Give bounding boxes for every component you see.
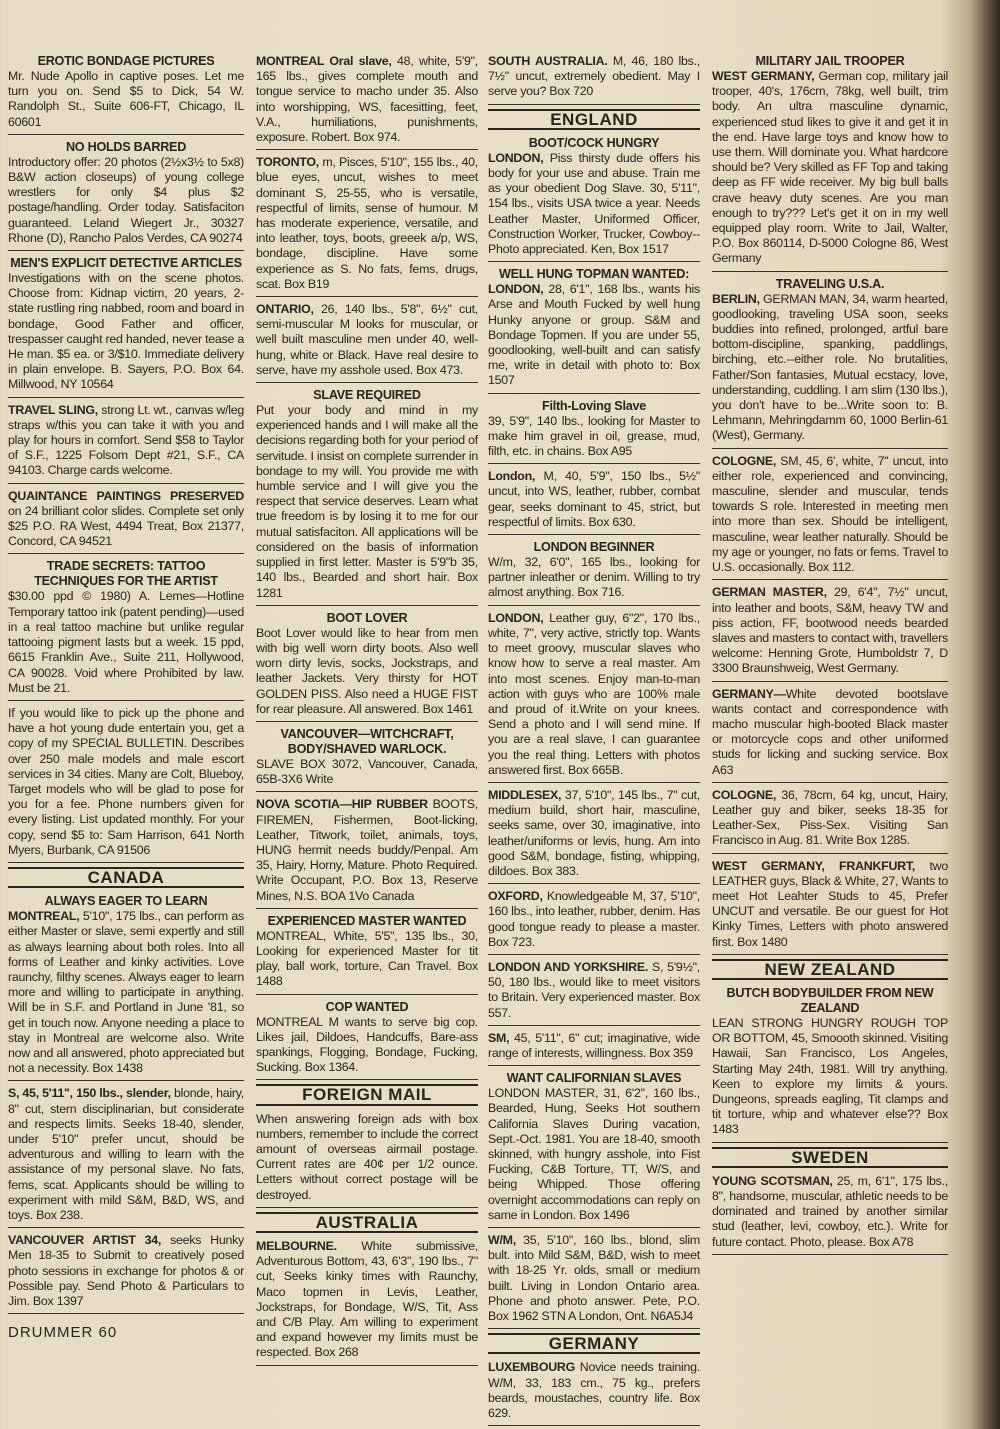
page-footer: DRUMMER 60 [8,1324,118,1342]
ad-body: 36, 78cm, 64 kg, uncut, Hairy, Leather guy and biker, seeks 18-35 for Leather-Sex, Piss-Sex. Visiting San Francisco in Aug. 81. Write Box 1285. [712,787,948,848]
classified-ad [256,912,478,995]
ad-body: 48, white, 5'9", 165 lbs., gives complete mouth and tongue service to macho under 35. Also into worshipping, WS, facesitting, feet, V.A., humiliations, punishments, exposure. Robert. Box 974. [256,54,478,145]
classified-ad [488,538,700,606]
classified-ad [8,52,244,135]
classified-ad [8,401,244,484]
ad-lead: SOUTH AUSTRALIA. [488,54,608,68]
ad-body: on 24 brilliant color slides. Complete set only $25 P.O. RA West, 4494 Treat, Box 21377, Concord, CA 94521 [8,503,244,549]
classified-ad [256,1110,478,1208]
ad-body: Boot Lover would like to hear from men with big well worn dirty boots. Also well worn dirty levis, socks, Jockstraps, and leather Jackets. Very thirsty for HOT GOLDEN PISS. Also need a HUGE FIST for rear pleasure. All answered. Box 1461 [256,625,478,716]
ad-title: LONDON BEGINNER [533,540,655,555]
ad-lead: London, [488,469,536,484]
classified-ad [488,887,700,955]
ad-lead: MELBOURNE. [256,1239,337,1253]
classified-ad [8,704,244,863]
classified-ad [8,487,244,555]
ad-title: BUTCH BODYBUILDER FROM NEW ZEALAND [726,985,934,1015]
ad-body: MONTREAL M wants to serve big cop. Likes jail, Dildoes, Handcuffs, Bare-ass spankings, Flogging, Bondage, Fucking, Sucking. Box 1364. [256,1014,478,1075]
ad-lead: TRAVEL SLING, [8,402,98,417]
ad-title: Filth-Loving Slave [542,398,646,413]
section-heading: CANADA [8,867,244,888]
classified-ad [712,52,948,272]
ad-title: COP WANTED [325,999,409,1014]
ad-lead: MIDDLESEX, [488,787,562,802]
ad-title: WANT CALIFORNIAN SLAVES [506,1071,682,1086]
classified-ad [8,557,244,700]
ad-body: m, Pisces, 5'10", 155 lbs., 40, blue eyes, uncut, wishes to meet dominant S, 25-55, who is versatile, respectful of limits, sense of humour. M has moderate experience, versatile, and into leather, toys, boots, greeek a/p, WS, bondage, discipline. Have some experience as S. No fats, fems, drugs, scat. Box B19 [256,155,478,291]
ad-body: White devoted bootslave wants contact and correspondence with macho muscular high-booted Black master or motorcycle cops and other uniformed studs for licking and sucking service. Box A63 [712,686,948,777]
ad-body: German cop, military jail trooper, 40's, 176cm, 78kg, well built, trim body. An ultra masculine dynamic, experienced stud likes to give it and get it in the end. Have large toys and know how to use them. Will dominate you. What hardcore should be? Very skilled as FF Top and taking deep as FF wide receiver. My big bull balls crave heavy duty scenes. Are you man enough to try??? Let's get it on in my well equipped play room. Write to Jail, Walter, P.O. Box 860114, D-5000 Cologne 86, West Germany [712,69,948,266]
ad-lead: NOVA SCOTIA—HIP RUBBER [256,797,428,812]
ad-body: Put your body and mind in my experienced hands and I will make all the decisions regarding both for your period of servitude. I insist on complete surrender in bondage to my will. You provide me with humble service and I will give you the respect that service deserves. Learn what true freedom is by losing it to me for our mutual satisfaciton. All applications will be considered on the basis of information supplied in first letter. Master is 5'9"b 35, 140 lbs., Bearded and short hair. Box 1281 [256,403,478,600]
classified-ad [488,786,700,884]
ad-body: If you would like to pick up the phone and have a hot young dude entertain you, get a copy of my SPECIAL BULLETIN. Describes over 250 male models and male escort services in 34 cities. Many are Colt, Blueboy, Target models who will be glad to pose for you for a fee. Phone numbers given for every listing. List updated monthly. For your copy, send $5 to: Sam Harrison, 641 North Myers, Burbank, CA 91506 [8,705,244,857]
ad-title: ALWAYS EAGER TO LEARN [44,894,208,909]
ad-body: BOOTS, FIREMEN, Fishermen, Boot-licking, Leather, Titwork, toilet, animals, toys, HUNG hermit needs buddy/Penpal. Am 35, Hairy, Horny, Mature. Photo Required. Write Occupant, P.O. Box 13, Reserve Mines, N.S. BOA 1Vo Canada [256,797,478,903]
ad-body: two LEATHER guys, Black & White, 27, Wants to meet Hot Leahter Studs to 45, Prefer UNCUT and versatile. Be our guest for Hot Kinky Times, Letters with photo answered first. Box 1480 [712,858,948,949]
column-1 [8,52,244,1342]
ad-lead: OXFORD, [488,889,543,904]
ad-title: SLAVE REQUIRED [313,388,421,403]
classified-ad [712,857,948,955]
ad-title: BOOT/COCK HUNGRY [528,135,660,150]
ad-body: Piss thirsty dude offers his body for your use and abuse. Train me as your obedient Dog Slave. 30, 5'11", 154 lbs., visits USA twice a year. Needs Leather Master, Uniformed Officer, Construction Worker, Trucker, Cowboy--Photo appreciated. Ken, Box 1517 [488,150,700,257]
ad-body: Leather guy, 6"2", 170 lbs., white, 7", very active, strictly top. Wants to meet groovy, muscular slaves who know how to serve a real master. Am into most scenes. Enjoy man-to-man action with guys who are 100% male and proud of it.Write on your knees. Send a photo and I will send mine. If you are a real slave, I can guarantee you the real thing. Letters with photos answered first. Box 665B. [488,610,700,777]
classified-ad [488,397,700,465]
ad-lead: MONTREAL, [8,909,80,924]
ad-lead: COLOGNE, [712,787,777,802]
classified-ad [256,153,478,297]
classified-ad [8,892,244,1081]
ad-lead: LONDON, [488,282,544,297]
classified-ad [712,1172,948,1255]
ad-lead: YOUNG SCOTSMAN, [712,1173,833,1188]
ad-body: When answering foreign ads with box numbers, remember to include the correct amount of overseas airmail postage. Current rates are 40¢ per 1/2 ounce. Letters without correct postage will be destroyed. [256,1111,478,1202]
ad-lead: LUXEMBOURG [488,1360,575,1375]
classified-ad [256,998,478,1081]
classified-ad [256,386,478,606]
ad-title: EROTIC BONDAGE PICTURES [37,54,215,68]
classified-ad [256,609,478,722]
ad-body: 5'10", 175 lbs., can perform as either Master or slave, semi expertly and still as always learning about both roles. Into all forms of Leather and kinky activities. Love raunchy, filthy scenes. Always eager to learn more and willing to participate in anything. Will be in S.F. and Portland in June '81, so get in touch now. Anyone needing a place to stay in Montreal are welcome also. Write now and all answered, photo appreciated but not a necessity. Box 1438 [8,909,244,1076]
ad-lead: SM, [488,1030,510,1045]
ad-body: strong Lt. wt., canvas w/leg straps w/this you can take it with you and play for hours in comfort. Send $58 to Taylor of S.F., 1225 Folsom Dept #21, S.F., CA 94103. Charge cards welcome. [8,402,245,478]
ad-body: Knowledgeable M, 37, 5'10", 160 lbs., into leather, rubber, denim. Has good tongue ready to please a master. Box 723. [488,889,700,949]
classified-ad [8,1231,244,1314]
ad-body: 35, 5'10", 160 lbs., blond, slim bult. into Mild S&M, B&D, wish to meet with 18-25 Yr. olds, small or medium built. Living in London Ontario area. Phone and photo answer. Pete, P.O. Box 1962 STN A London, Ont. N6A5J4 [488,1233,700,1324]
ad-body: 29, 6'4", 7½" uncut, into leather and boots, S&M, heavy TW and piss action, FF, bootwood needs bearded slaves and masters to contact with, travellers welcome: Henning Grote, Humboldstr 7, D 3300 Braunshweig, West Germany. [712,585,948,676]
ad-lead: S, 45, 5'11", 150 lbs., slender, [8,1086,171,1101]
ad-title: MEN'S EXPLICIT DETECTIVE ARTICLES [10,256,242,271]
ad-body: Introductory offer: 20 photos (2½x3½ to 5x8) B&W action closeups) of young college wrestlers for only $4 plus $2 postage/handling. Order today. Satisfaciton guaranteed. Leland Wiegert Jr., 30327 Rhone (D), Rancho Palos Verdes, CA 90274 [8,154,244,245]
section-heading: SWEDEN [712,1147,948,1168]
ad-body: blonde, hairy, 8" cut, stern disciplinarian, but considerate and respects limits. Seeks 18-40, slender, under 5'10" prefer uncut, should be adventurous and willing to learn with the assistance of my personal slave. No fats, fems, scat. Applicants should be willing to experiment with mild S&M, B&D, WS, and toys. Box 238. [8,1086,244,1222]
ad-lead: LONDON AND YORKSHIRE. [488,959,649,974]
section-heading: NEW ZEALAND [712,959,948,980]
classified-ad [488,609,700,783]
section-heading: GERMANY [488,1333,700,1354]
classified-ad [712,786,948,854]
classified-ad [712,452,948,581]
ad-title: BOOT LOVER [326,610,408,625]
classified-ad [8,254,244,398]
ad-body: LEAN STRONG HUNGRY ROUGH TOP OR BOTTOM, 45, Smoooth skinned. Visiting Hawaii, San Francisco, Los Angeles, Starting May 24th, 1981. Will try anything. Keen to explore my limits & yours. Dungeons, spreads eagling, Tit clamps and tit torture, whip and whatever else?? Box 1483 [712,1015,948,1137]
ad-body: 26, 140 lbs., 5'8", 6½" cut, semi-muscular M looks for muscular, or well built masculine men under 40, well-hung, white or Black. Have real desire to serve, have my asshole used. Box 473. [256,302,478,377]
classified-ad [8,138,244,251]
classified-ad [488,1231,700,1329]
ad-title: TRAVELING U.S.A. [775,276,885,291]
ad-lead: BERLIN, [712,291,760,306]
ad-body: S, 5'9½", 50, 180 lbs., would like to meet visitors to Britain. Very experienced master. Box 557. [488,959,701,1020]
ad-title: NO HOLDS BARRED [65,139,187,154]
ad-lead: ONTARIO, [256,302,314,317]
ad-title: TRADE SECRETS: TATTOO TECHNIQUES FOR THE ARTIST [34,559,218,589]
classified-ad [256,52,478,150]
ad-body: 39, 5'9", 140 lbs., looking for Master to make him gravel in oil, grease, mud, filth, etc. in chains. Box A95 [488,413,700,459]
section-heading: FOREIGN MAIL [256,1084,478,1105]
ad-body: Mr. Nude Apollo in captive poses. Let me turn you on. Send $5 to Dick, 54 W. Randolph St., Suite 606-FT, Chicago, IL 60601 [8,69,244,129]
ad-body: SLAVE BOX 3072, Vancouver, Canada, 65B-3X6 Write [256,756,478,787]
ad-lead: GERMANY— [712,686,786,701]
ad-lead: COLOGNE, [712,453,777,468]
classified-ad [488,1069,700,1228]
classified-ad [488,467,700,535]
ad-body: Novice needs training. W/M, 33, 183 cm., 75 kg., prefers beards, moustaches, country life. Box 629. [488,1360,700,1421]
classified-ad [488,1029,700,1066]
ad-body: 37, 5'10", 145 lbs., 7" cut, medium build, short hair, masculine, seeks same, over 30, imaginative, into leather/uniforms or levis, hung. Am into good S&M, bondage, fisting, whipping, dildoes. Box 383. [488,787,700,878]
ad-lead: W/M, [488,1233,516,1247]
ad-body: 25, m, 6'1", 175 lbs., 8", handsome, muscular, athletic needs to be dominated and trained by another similar stud (leather, levi, cowboy, etc.). Write for future contact. Photo, please. Box A78 [712,1173,948,1249]
classified-ad [256,795,478,908]
ad-title: MILITARY JAIL TROOPER [755,54,905,68]
classified-ad [488,958,700,1026]
classified-ad [256,300,478,383]
ad-title: VANCOUVER—WITCHCRAFT, BODY/SHAVED WARLOCK. [280,726,454,756]
classified-ad [712,685,948,783]
ad-lead: MONTREAL Oral slave, [256,54,392,68]
column-3 [488,52,700,1429]
section-heading: ENGLAND [488,109,700,130]
classified-ad [488,52,700,105]
ad-lead: TORONTO, [256,155,319,170]
classified-ad [488,265,700,393]
ad-body: White submissive, Adventurous Bottom, 43, 6'3", 190 lbs., 7" cut, Seeks kinky times with Raunchy, Maco topmen in Levis, Leather, Jockstraps, for Bondage, W/S, Tit, Ass and C/B Play. Am willing to experiment and expand however my limits must be respected. Box 268 [256,1239,478,1360]
ad-lead: VANCOUVER ARTIST 34, [8,1233,162,1248]
ad-body: $30.00 ppd © 1980) A. Lemes—Hotline Temporary tattoo ink (patent pending)—used in a real tattoo machine but unlike regular tattooing pigment lasts but a week. 15 ppd, 6615 Franklin Ave., Suite 211, Hollywood, CA 90028. Void where Prohibited by law. Must be 21. [8,589,244,695]
classified-ad [256,1237,478,1366]
classified-ad [8,1084,244,1228]
ad-body: seeks Hunky Men 18-35 to Submit to creatively posed photo sessions in exchange for photos & or Possible pay. Send Photo & Particulars to Jim. Box 1397 [8,1233,244,1309]
classified-ad [712,583,948,681]
ad-lead: GERMAN MASTER, [712,585,827,600]
ad-title: EXPERIENCED MASTER WANTED [267,913,467,928]
ad-lead: LONDON, [488,610,544,625]
ad-lead: QUAINTANCE PAINTINGS PRESERVED [8,488,244,503]
ad-body: SM, 45, 6', white, 7" uncut, into either role, experienced and convincing, masculine, slender and muscular, tends towards S role. Interested in meeting men into more than sex. Should be intelligent, masculine, wear leather naturally. Should be my age or younger, no fats or fems. Travel to U.S. occasionally. Box 112. [712,453,948,575]
ad-body: W/m, 32, 6'0", 165 lbs., looking for partner inleather or denim. Willing to try almost anything. Box 716. [488,555,700,600]
ad-body: M, 46, 180 lbs., 7½" uncut, extremely obedient. May I serve you? Box 720 [488,54,700,99]
classified-ad [712,984,948,1143]
ad-body: M, 40, 5'9", 150 lbs., 5½" uncut, into WS, leather, rubber, combat gear, seeks dominant to 45, strict, but respectful of limits. Box 630. [488,469,700,529]
ad-lead: WEST GERMANY, [712,69,815,83]
section-heading: AUSTRALIA [256,1212,478,1233]
ad-body: GERMAN MAN, 34, warm hearted, goodlooking, traveling USA soon, seeks buddies into refined, prolonged, artful bare bottom-discipline, spanking, paddlings, birching, etc.--either role. No brutalities, Father/Son fantasies, Mutual ecstacy, love, understanding, cuddling. I am slim (130 lbs.), you don't have to be...Write soon to: B. Lehmann, Mehringdamm 60, 1000 Berlin-61 (West), Germany. [712,291,948,443]
ad-body: LONDON MASTER, 31, 6'2", 160 lbs., Bearded, Hung, Seeks Hot southern California Slaves During vacation, Sept.-Oct. 1981. You are 18-40, smooth skinned, with hungry asshole, into Fist Fucking, C&B Torture, TT, W/S, and being Whipped. Those offering overnight accommodations can reply on same in London. Box 1496 [488,1086,700,1222]
column-4 [712,52,948,1258]
ad-body: 45, 5'11", 6" cut; imaginative, wide range of interests, willingness. Box 359 [488,1030,700,1060]
classified-ad [256,725,478,792]
column-2 [256,52,478,1369]
ad-body: Investigations with on the scene photos. Choose from: Kidnap victim, 20 years, 2-state rustling ring nabbed, room and board in bondage, Good Father and officer, trespasser caught red handed, never tease a He man. $5 ea. or 3/$10. Immediate delivery in plain envelope. B. Sayers, P.O. Box 64. Millwood, NY 10564 [8,271,244,392]
ad-body: MONTREAL, White, 5'5", 135 lbs., 30, Looking for experienced Master for tit play, ball work, torture, Can Travel. Box 1488 [256,928,478,989]
ad-body: 28, 6'1", 168 lbs., wants his Arse and Mouth Fucked by well hung Hunky anyone or group. S&M and Bondage Topmen. If you are under 55, goodlooking, well-built and can satisfy me, write in detail with photo to: Box 1507 [488,282,700,388]
classified-ad [488,1358,700,1426]
classified-ad [488,134,700,262]
classified-ad [712,275,948,449]
ad-lead: WEST GERMANY, FRANKFURT, [712,858,916,873]
ad-lead: LONDON, [488,150,544,165]
ad-title: WELL HUNG TOPMAN WANTED: [498,267,690,282]
